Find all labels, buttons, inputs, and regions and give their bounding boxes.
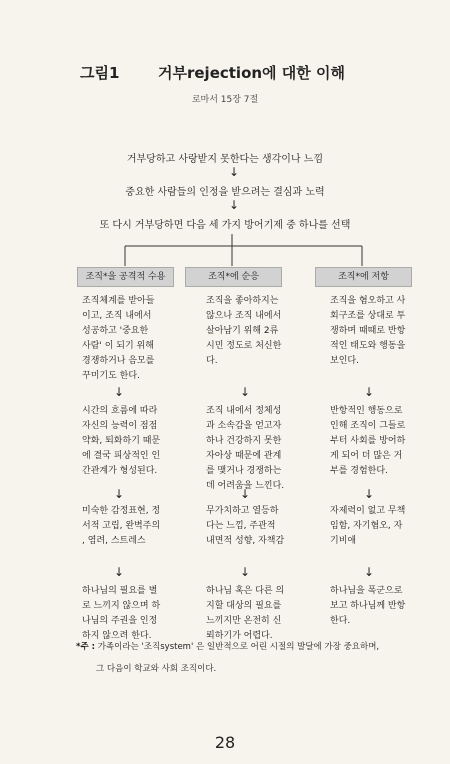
arrow-down-icon: ↓ (114, 487, 125, 501)
column-header-resist: 조직*에 저항 (315, 267, 412, 287)
col1-block-2: 시간의 흐름에 따라 자신의 능력이 점점 약화, 퇴화하기 때문 에 결국 피상적인 인 간관계가 형성된다. (82, 406, 161, 476)
col1-block-1: 조직체계를 받아들 이고, 조직 내에서 성공하고 '중요한 사람' 이 되기 위해 경쟁하거나 음모를 꾸미기도 한다. (82, 296, 155, 381)
col1-block-4: 하나님의 필요를 별 로 느끼지 않으며 하 나님의 주권을 인정 하지 않으려 한다. (82, 586, 161, 641)
col3-block-2: 반항적인 행동으로 인해 조직이 그들로 부터 사회를 방어하 게 되어 더 많은 거 부를 경험한다. (330, 406, 406, 476)
arrow-down-icon: ↓ (114, 385, 125, 399)
column-header-aggressive: 조직*을 공격적 수용 (77, 267, 174, 287)
column-header-conform: 조직*에 순응 (185, 267, 282, 287)
footnote-mark: *주 : (76, 642, 96, 652)
arrow-down-icon: ↓ (114, 565, 125, 579)
flow-step-2: 중요한 사람들의 인정을 받으려는 결심과 노력 (125, 187, 325, 198)
col2-block-2: 조직 내에서 정체성 과 소속감을 얻고자 하나 건강하지 못한 자아상 때문에 관계 를 맺거나 경쟁하는 데 어려움을 느낀다. (206, 406, 285, 491)
branch-connector (0, 232, 450, 268)
col3-block-3: 자제력이 없고 무책 임함, 자기혐오, 자 기비애 (330, 506, 406, 546)
arrow-down-icon: ↓ (229, 198, 240, 212)
footnote-line-1 (76, 636, 406, 658)
arrow-down-icon: ↓ (229, 165, 240, 179)
arrow-down-icon: ↓ (364, 385, 375, 399)
col2-block-1: 조직을 좋아하지는 않으나 조직 내에서 살아남기 위해 2류 시민 정도로 처신한 다. (206, 296, 282, 366)
footnote-line-2: 그 다음이 학교와 사회 조직이다. (96, 664, 217, 674)
flow-step-3: 또 다시 거부당하면 다음 세 가지 방어기제 중 하나를 선택 (99, 220, 351, 231)
col3-block-1: 조직을 혐오하고 사 회구조를 상대로 투 쟁하며 때때로 반항 적인 태도와 행동을 보인다. (330, 296, 406, 366)
flow-step-1: 거부당하고 사랑받지 못한다는 생각이나 느낌 (126, 154, 324, 165)
arrow-down-icon: ↓ (364, 565, 375, 579)
col3-block-4: 하나님을 폭군으로 보고 하나님께 반항 한다. (330, 586, 406, 626)
col1-block-3: 미숙한 감정표현, 정 서적 고립, 완벽주의 , 염려, 스트레스 (82, 506, 161, 546)
arrow-down-icon: ↓ (240, 565, 251, 579)
figure-subtitle: 로마서 15장 7절 (191, 95, 259, 105)
footnote (76, 636, 406, 680)
arrow-down-icon: ↓ (364, 487, 375, 501)
arrow-down-icon: ↓ (240, 385, 251, 399)
arrow-down-icon: ↓ (240, 487, 251, 501)
figure-title: 거부rejection에 대한 이해 (158, 64, 345, 82)
footnote-text-1: 가족이라는 '조직system' 은 일반적으로 어린 시절의 발달에 가장 중요하며, (97, 642, 380, 652)
page-number: 28 (214, 733, 236, 752)
figure-label: 그림1 (80, 64, 120, 82)
col2-block-3: 무가치하고 열등하 다는 느낌, 주관적 내면적 성향, 자책감 (206, 506, 285, 546)
col2-block-4: 하나님 혹은 다른 의 지할 대상의 필요를 느끼지만 온전히 신 뢰하기가 어렵다. (206, 586, 285, 641)
